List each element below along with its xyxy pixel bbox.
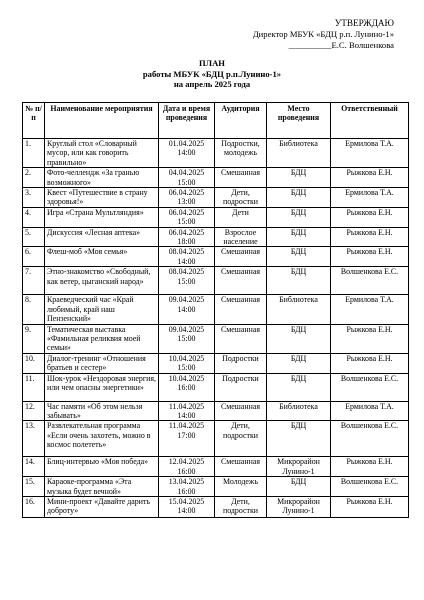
cell-audience: Подростки bbox=[215, 353, 267, 373]
cell-audience: Дети, подростки bbox=[215, 188, 267, 208]
header-place: Место проведения bbox=[267, 103, 331, 139]
cell-name: Блиц-интервью «Моя победа» bbox=[45, 457, 159, 477]
cell-name: Этно-знакомство «Свободный, как ветер, цыганский народ» bbox=[45, 267, 159, 295]
table-body bbox=[23, 139, 409, 518]
cell-responsible: Волшенкова Е.С. bbox=[331, 267, 409, 295]
header-audience: Аудитория bbox=[215, 103, 267, 139]
cell-responsible: Ермилова Т.А. bbox=[331, 188, 409, 208]
cell-name: Дискуссия «Лесная аптека» bbox=[45, 227, 159, 247]
cell-name: Тематическая выставка «Фамильная реликвия моей семьи» bbox=[45, 324, 159, 353]
cell-responsible: Рыжкова Е.Н. bbox=[331, 207, 409, 227]
approval-signature: __________Е.С. Волшенкова bbox=[288, 40, 394, 50]
cell-audience: Смешанная bbox=[215, 324, 267, 353]
table-row bbox=[23, 267, 409, 295]
cell-num: 15. bbox=[23, 477, 45, 497]
cell-num: 2. bbox=[23, 168, 45, 188]
cell-responsible: Ермилова Т.А. bbox=[331, 139, 409, 168]
cell-name: Диалог-тренинг «Отношения братьев и сестер» bbox=[45, 353, 159, 373]
table-row bbox=[23, 139, 409, 168]
title-line-1: ПЛАН bbox=[199, 58, 225, 68]
cell-audience: Смешанная bbox=[215, 168, 267, 188]
cell-audience: Смешанная bbox=[215, 457, 267, 477]
cell-responsible: Волшенкова Е.С. bbox=[331, 477, 409, 497]
approval-position: Директор МБУК «БДЦ р.п. Лунино-1» bbox=[252, 29, 394, 39]
cell-date: 10.04.2025 16:00 bbox=[159, 373, 215, 401]
header-num: № п/п bbox=[23, 103, 45, 139]
cell-audience: Смешанная bbox=[215, 267, 267, 295]
cell-name: Развлекательная программа «Если очень захотеть, можно в космос полететь» bbox=[45, 421, 159, 457]
cell-audience: Дети, подростки bbox=[215, 421, 267, 457]
cell-responsible: Ермилова Т.А. bbox=[331, 401, 409, 421]
cell-name: Час памяти «Об этом нельзя забывать» bbox=[45, 401, 159, 421]
cell-place: БДЦ bbox=[267, 267, 331, 295]
cell-num: 12. bbox=[23, 401, 45, 421]
cell-num: 10. bbox=[23, 353, 45, 373]
cell-place: БДЦ bbox=[267, 168, 331, 188]
cell-name: Фото-челлендж «За гранью возможного» bbox=[45, 168, 159, 188]
document-title bbox=[0, 58, 424, 90]
header-row bbox=[23, 103, 409, 139]
cell-responsible: Рыжкова Е.Н. bbox=[331, 168, 409, 188]
cell-date: 09.04.2025 15:00 bbox=[159, 324, 215, 353]
cell-date: 12.04.2025 16:00 bbox=[159, 457, 215, 477]
cell-date: 09.04.2025 14:00 bbox=[159, 295, 215, 324]
cell-responsible: Ермилова Т.А. bbox=[331, 295, 409, 324]
table-row bbox=[23, 295, 409, 324]
cell-date: 13.04.2025 16:00 bbox=[159, 477, 215, 497]
table-row bbox=[23, 496, 409, 517]
cell-date: 04.04.2025 15:00 bbox=[159, 168, 215, 188]
table-header bbox=[23, 103, 409, 139]
cell-date: 01.04.2025 14:00 bbox=[159, 139, 215, 168]
table-row bbox=[23, 373, 409, 401]
cell-audience: Взрослое население bbox=[215, 227, 267, 247]
cell-num: 5. bbox=[23, 227, 45, 247]
cell-num: 13. bbox=[23, 421, 45, 457]
events-table bbox=[22, 102, 409, 518]
cell-date: 11.04.2025 14:00 bbox=[159, 401, 215, 421]
header-date: Дата и время проведения bbox=[159, 103, 215, 139]
cell-responsible: Рыжкова Е.Н. bbox=[331, 457, 409, 477]
cell-name: Шок-урок «Нездоровая энергия, или чем опасны энергетики» bbox=[45, 373, 159, 401]
cell-num: 4. bbox=[23, 207, 45, 227]
table-row bbox=[23, 401, 409, 421]
cell-date: 08.04.2025 14:00 bbox=[159, 247, 215, 267]
cell-date: 15.04.2025 14:00 bbox=[159, 496, 215, 517]
approval-heading: УТВЕРЖДАЮ bbox=[334, 18, 394, 28]
table-row bbox=[23, 227, 409, 247]
cell-responsible: Рыжкова Е.Н. bbox=[331, 353, 409, 373]
cell-num: 7. bbox=[23, 267, 45, 295]
cell-name: Круглый стол «Словарный мусор, или как говорить правильно» bbox=[45, 139, 159, 168]
table-row bbox=[23, 247, 409, 267]
cell-audience: Подростки bbox=[215, 373, 267, 401]
table-row bbox=[23, 168, 409, 188]
cell-name: Игра «Страна Мультляндия» bbox=[45, 207, 159, 227]
header-responsible: Ответственный bbox=[331, 103, 409, 139]
cell-responsible: Волшенкова Е.С. bbox=[331, 421, 409, 457]
table-row bbox=[23, 457, 409, 477]
cell-place: БДЦ bbox=[267, 324, 331, 353]
cell-place: Микрорайон Лунино-1 bbox=[267, 457, 331, 477]
cell-name: Квест «Путешествие в страну здоровья!» bbox=[45, 188, 159, 208]
cell-num: 6. bbox=[23, 247, 45, 267]
table-row bbox=[23, 207, 409, 227]
table-row bbox=[23, 188, 409, 208]
cell-audience: Смешанная bbox=[215, 295, 267, 324]
cell-name: Караоке-программа «Эта музыка будет вечной» bbox=[45, 477, 159, 497]
cell-num: 14. bbox=[23, 457, 45, 477]
cell-place: БДЦ bbox=[267, 227, 331, 247]
header-name: Наименование мероприятия bbox=[45, 103, 159, 139]
cell-place: БДЦ bbox=[267, 353, 331, 373]
cell-name: Краеведческий час «Край любимый, край наш Пензенский» bbox=[45, 295, 159, 324]
cell-num: 16. bbox=[23, 496, 45, 517]
cell-date: 08.04.2025 15:00 bbox=[159, 267, 215, 295]
cell-responsible: Рыжкова Е.Н. bbox=[331, 496, 409, 517]
cell-date: 10.04.2025 15:00 bbox=[159, 353, 215, 373]
cell-date: 06.04.2025 13:00 bbox=[159, 188, 215, 208]
table-row bbox=[23, 353, 409, 373]
cell-responsible: Рыжкова Е.Н. bbox=[331, 247, 409, 267]
approval-block bbox=[253, 18, 394, 51]
title-line-3: на апрель 2025 года bbox=[173, 79, 251, 89]
cell-num: 8. bbox=[23, 295, 45, 324]
table-row bbox=[23, 477, 409, 497]
cell-num: 3. bbox=[23, 188, 45, 208]
cell-audience: Дети, подростки bbox=[215, 496, 267, 517]
cell-audience: Подростки, молодежь bbox=[215, 139, 267, 168]
cell-name: Флеш-моб «Моя семья» bbox=[45, 247, 159, 267]
table-row bbox=[23, 324, 409, 353]
cell-place: БДЦ bbox=[267, 373, 331, 401]
cell-responsible: Рыжкова Е.Н. bbox=[331, 324, 409, 353]
cell-place: БДЦ bbox=[267, 188, 331, 208]
cell-date: 06.04.2025 18:00 bbox=[159, 227, 215, 247]
cell-responsible: Волшенкова Е.С. bbox=[331, 373, 409, 401]
cell-audience: Дети bbox=[215, 207, 267, 227]
cell-place: БДЦ bbox=[267, 421, 331, 457]
cell-place: Библиотека bbox=[267, 401, 331, 421]
cell-date: 06.04.2025 15:00 bbox=[159, 207, 215, 227]
cell-audience: Смешанная bbox=[215, 247, 267, 267]
cell-place: БДЦ bbox=[267, 247, 331, 267]
cell-num: 1. bbox=[23, 139, 45, 168]
cell-place: Микрорайон Лунино-1 bbox=[267, 496, 331, 517]
cell-name: Мини-проект «Давайте дарить доброту» bbox=[45, 496, 159, 517]
cell-date: 11.04.2025 17:00 bbox=[159, 421, 215, 457]
title-line-2: работы МБУК «БДЦ р.п.Лунино-1» bbox=[142, 68, 282, 79]
cell-audience: Смешанная bbox=[215, 401, 267, 421]
cell-place: БДЦ bbox=[267, 207, 331, 227]
cell-num: 11. bbox=[23, 373, 45, 401]
cell-responsible: Рыжкова Е.Н. bbox=[331, 227, 409, 247]
cell-place: Библиотека bbox=[267, 139, 331, 168]
cell-audience: Молодежь bbox=[215, 477, 267, 497]
cell-place: БДЦ bbox=[267, 477, 331, 497]
cell-place: Библиотека bbox=[267, 295, 331, 324]
cell-num: 9. bbox=[23, 324, 45, 353]
table-row bbox=[23, 421, 409, 457]
